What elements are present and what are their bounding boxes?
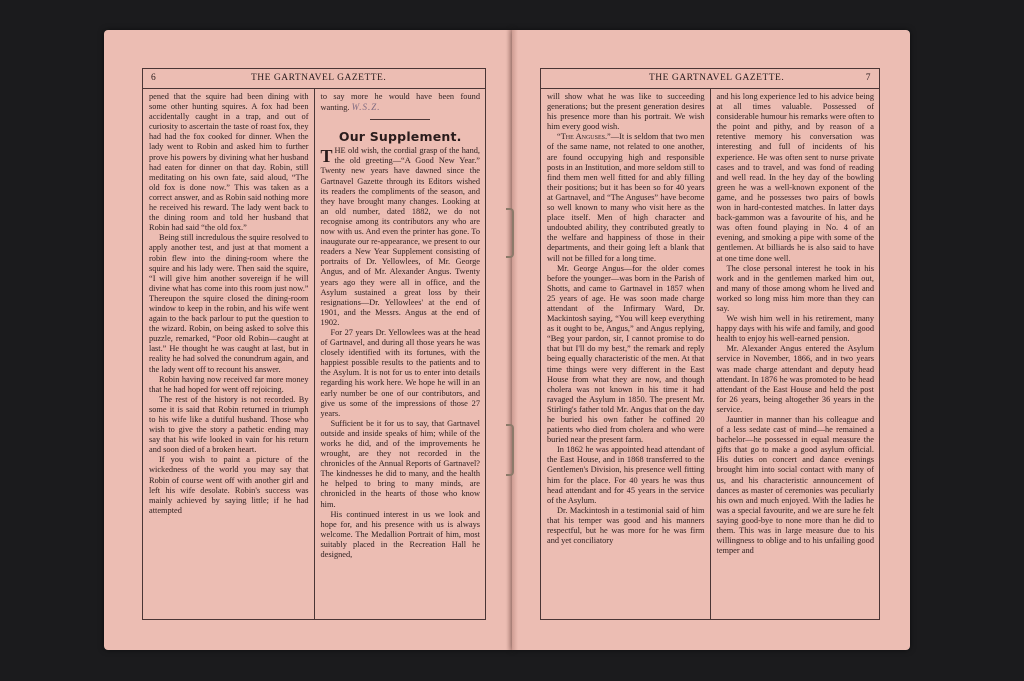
paragraph: We wish him well in his retirement, many happy days with his wife and family, and good health to enjoy his well-earned pension.	[716, 314, 874, 344]
paragraph: The rest of the history is not recorded. By some it is said that Robin returned in triumph to his wife like a dutiful husband. Those who wish to give the story a pathetic ending may say that his wife looked in vain for his return and soon died of a broken heart.	[149, 394, 309, 455]
left-page-frame	[142, 68, 486, 620]
left-column-2	[314, 88, 486, 619]
running-head: THE GARTNAVEL GAZETTE.	[251, 73, 387, 83]
paragraph: For 27 years Dr. Yellowlees was at the head of Gartnavel, and during all those years he was closely identified with its fortunes, with the happiest possible results to the patients and to the Asylum. It is not for us to enter into details regarding his work here. We hope he will in an early number be one of our contributors, and give us some of the impressions of those 27 years.	[320, 327, 480, 418]
paragraph: Sufficient be it for us to say, that Gartnavel outside and inside speaks of him; while of the works he did, and of the improvements he wrought, are they not recorded in the chronicles of the Annual Reports of Gartnavel? The kindnesses he did to many, and the health he helped to bring to many minds, are chronicled in the hearts of those who know him.	[320, 418, 480, 509]
paragraph-continued	[321, 92, 481, 113]
paragraph: His continued interest in us we look and hope for, and his presence with us is always welcome. The Medallion Portrait of him, most suitably placed in the Recreation Hall he designed,	[320, 509, 480, 560]
paragraph: Being still incredulous the squire resolved to apply another test, and just at that moment a robin flew into the dining-room where the squire and his lady were. Then said the squire, “I will give him another sovereign if he will divine what has come into this room just now.” Thereupon the squire closed the dining-room window to keep in the robin, and his wife went again to the back parlour to put the question to the wizard. Robin, on being asked to solve this puzzle, remarked, “Poor old Robin—caught at last.” He thought he was caught at last, but in reality he had solved the conundrum again, and the lady went off to recount his answer.	[149, 233, 309, 374]
intro-text: to say more he would have been found wanting.	[320, 92, 480, 113]
paragraph-text: —It is seldom that two men of the same name, not related to one another, are found occupying high and responsible posts in an Institution, and more seldom still to find them men well fitted for and ably filling their positions; but it has been so for 40 years at Gartnavel, and “The Anguses” have become so well known to many who visit here as the place itself. Men of high character and undoubted ability, they contributed greatly to the welfare and happiness of those in their departments, and their going left a blank that will not be filled for a long time.	[547, 132, 705, 263]
page-number: 7	[865, 73, 871, 83]
paragraph: pened that the squire had been dining with some other hunting squires. A fox had been accidentally caught in a trap, and out of curiosity to ascertain the taste of roast fox, they had had the fox cooked for dinner. When the lady went to Robin and asked him to further prove his powers by divining what her husband had eaten for dinner on that day. Robin, still meditating on his own fate, said aloud, “The old fox is done now.” This was taken as a correct answer, and as Robin said nothing more he received his reward. The lady went back to the dining room and told her husband that Robin had said “the old fox.”	[149, 92, 309, 233]
right-column-2	[710, 88, 880, 619]
section-title: Our Supplement.	[338, 129, 462, 145]
author-initials: W.S.Z.	[351, 102, 381, 113]
paragraph: will show what he was like to succeeding generations; but the present generation desires his presence more than his portrait. We wish him every good wish.	[547, 92, 705, 132]
paragraph: Robin having now received far more money that he had hoped for went off rejoicing.	[149, 374, 309, 394]
running-head: THE GARTNAVEL GAZETTE.	[649, 73, 785, 83]
page-number: 6	[151, 73, 157, 83]
staple	[506, 424, 514, 476]
paragraph: Jauntier in manner than his colleague and of a less sedate cast of mind—he remained a bachelor—he possessed in equal measure the gifts that go to make a good asylum official. His duties on concert and dance evenings brought him into social contact with many of us, and his characteristic announcement of dances as master of ceremonies was peculiarly his own and much enjoyed. With the ladies he was a special favourite, and we are sure he felt saying good-bye to none more than he did to them. This was in large measure due to his willingness to oblige and to his unfailing good temper and	[716, 415, 874, 556]
drop-cap: T	[320, 146, 333, 167]
paragraph: In 1862 he was appointed head attendant of the East House, and in 1868 transferred to the Gentlemen's Division, his presence well fitting him for the place. For 40 years he was thus head attendant and for 45 years in the service of the Asylum.	[547, 445, 705, 505]
paragraph: Mr. Alexander Angus entered the Asylum service in November, 1866, and in two years was made charge attendant and deputy head attendant. In 1876 he was promoted to be head attendant of the East House and held the post for 26 years, being altogether 36 years in the service.	[716, 344, 874, 414]
paragraph	[547, 132, 705, 263]
left-page-header	[143, 69, 485, 89]
inline-heading: “The Anguses.”	[557, 132, 611, 142]
paragraph: and his long experience led to his advice being at all times valuable. Possessed of considerable humour his remarks were often to the point and pithy, and by reason of a retentive memory his conversation was interesting and full of incidents of his experience. He was often sent to nurse private cases and to travel, and was fond of reading and well read. In the hey day of the bowling green he was a well-known exponent of the game, and he possesses two pairs of bowls won in hard-contested matches. In latter days back-gammon was a favourite of his, and he was often found playing in No. 4 of an evening, and smoking a pipe with some of the gentlemen. At billiards he is also said to have at one time done well.	[716, 92, 874, 263]
paragraph-text: HE old wish, the cordial grasp of the hand, the old greeting—“A Good New Year.” Twenty new years have dawned since the Gartnavel Gazette through its Editors wished its readers the compliments of the season, and they have brought many changes. Looking at an old number, dated 1882, we do not recognise among its contributors any who are now with us. And even the printer has gone. To inaugurate our re-appearance, we present to our readers a New Year Supplement consisting of portraits of Dr. Yellowlees, of Mr. George Angus, and of Mr. Alexander Angus. Twenty years ago they were all in office, and the Asylum sustained a great loss by their resignations—Dr. Yellowlees' at the end of 1901, and the Messrs. Angus at the end of 1902.	[320, 146, 480, 327]
left-page	[104, 30, 512, 650]
book-spine	[506, 30, 518, 650]
left-column-1	[143, 88, 314, 619]
right-page-frame	[540, 68, 880, 620]
right-column-1	[541, 88, 710, 619]
paragraph: If you wish to paint a picture of the wickedness of the world you may say that Robin of course went off with another girl and left his wife desolate. Robin's success was mainly achieved by saying little; if he had attempted	[149, 455, 309, 515]
paragraph: Dr. Mackintosh in a testimonial said of him that his temper was good and his manners respectful, but he was more for he was firm and yet conciliatory	[547, 505, 705, 546]
left-page-columns	[143, 88, 485, 619]
right-page-columns	[541, 88, 879, 619]
right-page	[512, 30, 910, 650]
paragraph: Mr. George Angus—for the older comes before the younger—was born in the Parish of Shotts, and came to Gartnavel in 1857 when 25 years of age. He was soon made charge attendant of the Infirmary Ward, Dr. Mackintosh saying, “You will keep everything as it ought to be, Angus,” and Angus replying, “Beg your pardon, sir, I cannot promise to do that but I'll do my best,” the remark and reply being equally characteristic of the men. At that time things were very different in the East House from what they are now, and though cholera was not known in his time it had ravaged the Asylum in 1850. The present Mr. Stirling's father told Mr. Angus that on the day he buried his own father he coffined 20 patients who died from cholera and who were buried near the present farm.	[547, 263, 705, 445]
paragraph: The close personal interest he took in his work and in the gentlemen marked him out, and many of those among whom he lived and worked so long miss him more than they can say.	[716, 263, 874, 313]
paragraph	[321, 146, 481, 328]
section-divider	[370, 119, 430, 120]
staple	[506, 208, 514, 258]
right-page-header	[541, 69, 879, 89]
